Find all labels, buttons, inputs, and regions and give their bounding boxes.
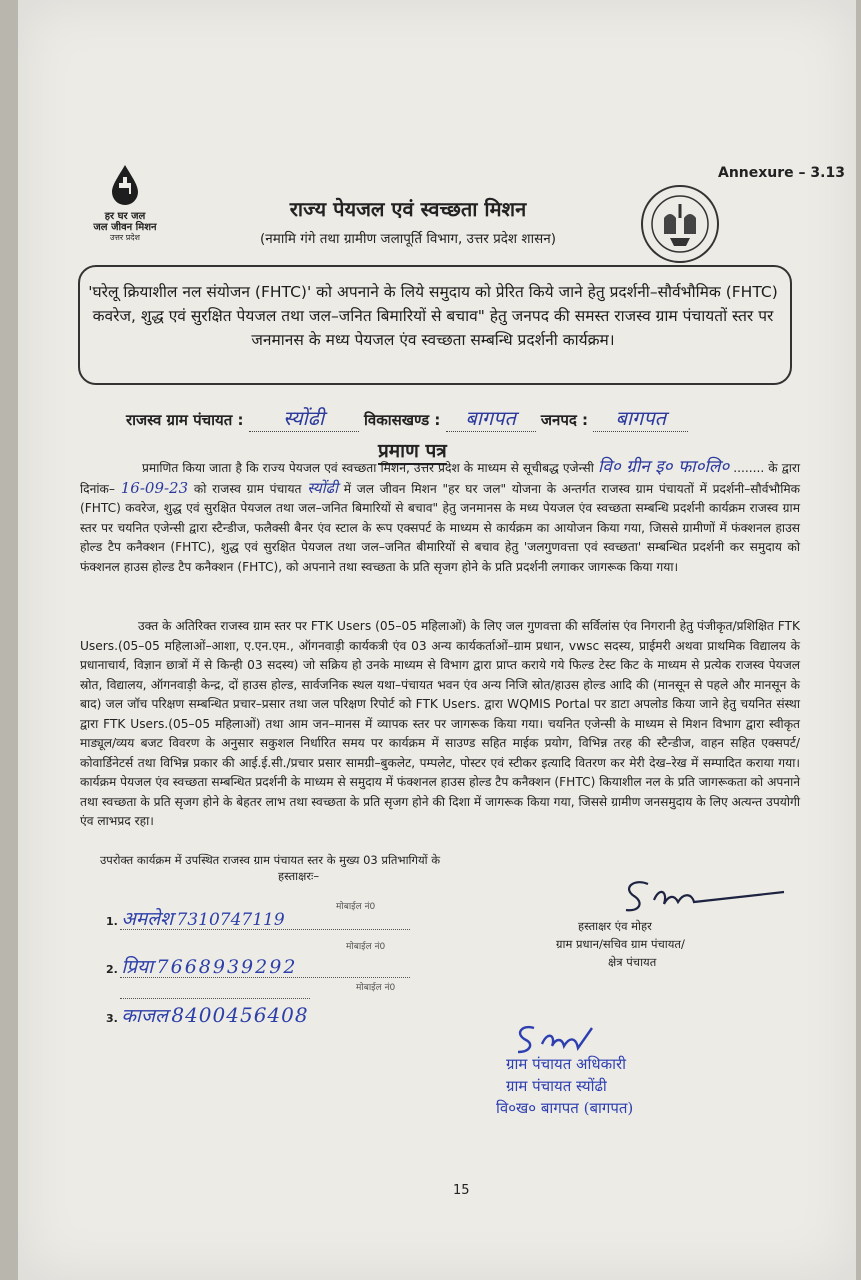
participant-row-3 (106, 983, 426, 1036)
participant-name-3: काजल (121, 1005, 168, 1027)
block-label: विकासखण्ड : (363, 411, 441, 429)
participant-num-1: 1. (106, 915, 118, 928)
district-label: जनपद : (540, 411, 589, 429)
paragraph-2 (80, 617, 800, 832)
up-government-emblem-icon (640, 184, 720, 264)
participants-intro: उपरोक्त कार्यक्रम में उपस्थित राजस्व ग्राम पंचायत स्तर के मुख्य 03 प्रतिभागियों के (100, 853, 441, 867)
district-value: बागपत (593, 404, 688, 432)
p1-text-c: को राजस्व ग्राम पंचायत (193, 481, 302, 496)
officer-signature (512, 1018, 602, 1058)
signature-label (556, 917, 766, 971)
gram-panchayat-value: स्योंढी (249, 404, 359, 432)
stamp-line-2: ग्राम पंचायत स्योंढी (506, 1077, 607, 1095)
document-page (18, 0, 856, 1280)
mobile-label-2: मोबाईल नं0 (346, 942, 386, 952)
p2-text: उक्त के अतिरिक्त राजस्व ग्राम स्तर पर FTK Users (05–05 महिलाओं) के लिए जल गुणवत्ता की सर्विलांस एंव निगरानी हेतु पंजीकृत/प्रशिक्षित FTK Users.(05–05 महिलाओं–आशा, ए.एन.एम., ऑगनवाड़ी कार्यकत्री एंव 03 अन्य कार्यकर्ताओं–ग्राम प्रधान, vwsc सदस्य, प्राईमरी अथवा प्राथमिक विद्यालय के प्रधानाचार्य, विज्ञान छात्रों में से किन्ही 03 सदस्य) जो सक्रिय हो उनके माध्यम से विभाग द्वारा प्राप्त कराये गये फिल्ड टेस्ट किट के माध्यम से प्रत्येक राजस्व पेयजल स्रोत, विद्यालय, ऑगनवाड़ी केन्द्र, दों हाउस होल्ड, सार्वजनिक स्थल यथा–पंचायत भवन एंव अन्य निजि स्रोत/हाउस होल्ड आदि की (मानसून से पहले और मानसून के बाद) जल जॉच परिक्षण सम्बन्धित प्रचार–प्रसार तथा जल परिक्षण रिपोर्ट को FTK Users. द्वारा WQMIS Portal पर डाटा अपलोड किया जाने हेतु चयनित संस्था द्वारा FTK Users.(05–05 महिलाओं) तथा आम जन–मानस में व्यापक स्तर पर जागरूक किया गया। चयनित एजेन्सी के माध्यम से मिशन विभाग द्वारा स्वीकृत माड्यूल/व्यय बजट विवरण के अनुसार सकुशल निर्धारित समय पर कार्यक्रम में साउण्ड सहित माईक प्रयोग, विभिन्न तरह की स्टैन्डीज, वाहन सहित एक्सपर्ट/कोवार्डिनेटर्स तथा विभिन्न प्रकार की आई.ई.सी./प्रचार प्रसार सामग्री–बुकलेट, पम्पलेट, पोस्टर एवं स्टीकर इत्यादि वितरण कर मेरी देख–रेख में सम्पादित कराया गया। कार्यक्रम पेयजल एंव स्वच्छता सम्बन्धित प्रदर्शनी के माध्यम से समुदाय में फंक्शनल हाउस होल्ड टैप कनैक्शन (FHTC) कियाशील नल के प्रति जागरूकता को अपनाने तथा स्वच्छता के प्रति सृजग होने के बेहतर लाभ तथा स्वच्छता के प्रति सृजग होने की दिशा में जागरूक किया गया, जिससे ग्रामीण जनसमुदाय के लिए अत्यन्त उपयोगी एंव लाभप्रद रहा। (80, 619, 800, 828)
har-ghar-jal-logo (80, 163, 170, 242)
certificate-title: प्रमाण पत्र (378, 437, 447, 465)
participant-num-2: 2. (106, 963, 118, 976)
stamp-line-3: वि०ख० बागपत (बागपत) (496, 1099, 634, 1117)
mission-title: राज्य पेयजल एवं स्वच्छता मिशन (289, 197, 527, 221)
participant-mobile-3: 8400456408 (171, 1003, 309, 1027)
participant-mobile-1: 7310747119 (176, 910, 285, 930)
stamp-line-1: ग्राम पंचायत अधिकारी (506, 1055, 627, 1073)
official-stamp (496, 1018, 686, 1128)
block-value: बागपत (446, 404, 536, 432)
gram-panchayat-label: राजस्व ग्राम पंचायत : (126, 411, 244, 429)
page-number: 15 (453, 1183, 470, 1198)
p1-text-a: प्रमाणित किया जाता है कि राज्य पेयजल एवं स्वच्छता मिशन, उत्तर प्रदेश के माध्यम से सूचीबद्ध एजेन्सी (142, 461, 594, 475)
participant-num-3: 3. (106, 1012, 118, 1025)
agency-value: वि० ग्रीन इ० फा०लि० (598, 457, 730, 477)
p1-text-d: में जल जीवन मिशन "हर घर जल" योजना के अन्तर्गत राजस्व ग्राम पंचायतों में प्रदर्शनी–सौर्वभौमिक (FHTC) कवरेज, शुद्ध एवं सुरक्षित पेयजल तथा जल–जनित बिमारियों से बचाव" हेतु जनमानस के मध्य पेयजल एंव स्वच्छता सम्बन्धि प्रदर्शनी कार्यक्रम राजस्व ग्राम स्तर पर चयनित एजेन्सी द्वारा स्टैन्डीज, फलैक्सी बैनर एंव स्टाल के रूप एक्सपर्ट के माध्यम से कार्यक्रम का आयोजन किया गया, जिससे ग्रामीणों में फंक्शनल हाउस होल्ड टैप कनैक्शन (FHTC), शुद्ध एवं सुरक्षित पेयजल तथा जल–जनित बीमारियों से बचाव हेतु 'जलगुणवत्ता एवं स्वच्छता' सम्बन्धित प्रदर्शनी कर समुदाय को फंक्शनल हाउस होल्ड टैप कनैक्शन (FHTC), को अपनाने तथा स्वच्छता के प्रति सृजग होने के प्रति प्रदर्शनी लगाकर जागरूक किया गया। (80, 481, 801, 574)
annexure-label: Annexure – 3.13 (718, 165, 845, 181)
logo-text-1: हर घर जल (104, 211, 146, 222)
date-value: 16-09-23 (120, 478, 189, 497)
pradhan-signature (616, 870, 806, 915)
participant-row-1 (106, 902, 426, 939)
logo-text-3: उत्तर प्रदेश (110, 233, 140, 242)
paragraph-1 (80, 458, 800, 577)
signature-line-1: हस्ताक्षर एंव मोहर (578, 919, 652, 933)
panchayat-value: स्योंढी (307, 478, 338, 497)
participant-name-2: प्रिया (121, 956, 154, 978)
program-description: 'घरेलू क्रियाशील नल संयोजन (FHTC)' को अपनाने के लिये समुदाय को प्रेरित किये जाने हेतु प्रदर्शनी–सौर्वभौमिक (FHTC) कवरेज, शुद्ध एवं सुरक्षित पेयजल तथा जल–जनित बिमारियों से बचाव" हेतु जनपद की समस्त राजस्व ग्राम पंचायतों स्तर पर जनमानस के मध्य पेयजल एंव स्वच्छता सम्बन्धि प्रदर्शनी कार्यक्रम। (88, 283, 778, 349)
mission-subtitle: (नमामि गंगे तथा ग्रामीण जलापूर्ति विभाग, उत्तर प्रदेश शासन) (260, 231, 556, 247)
participant-mobile-2: 7668939292 (156, 956, 298, 978)
logo-text-2: जल जीवन मिशन (93, 222, 157, 233)
participant-name-1: अमलेश (121, 908, 174, 930)
location-fields (126, 404, 688, 432)
participants-intro-2: हस्ताक्षरः– (278, 869, 320, 883)
signature-line-3: क्षेत्र पंचायत (608, 955, 657, 969)
mobile-label-3: मोबाईल नं0 (356, 983, 396, 993)
signature-line-2: ग्राम प्रधान/सचिव ग्राम पंचायत/ (556, 937, 685, 951)
water-tap-drop-icon (108, 163, 142, 207)
p1-text-b: ........ के द्वारा दिनांक– (80, 461, 801, 496)
mobile-label-1: मोबाईल नं0 (336, 902, 376, 912)
